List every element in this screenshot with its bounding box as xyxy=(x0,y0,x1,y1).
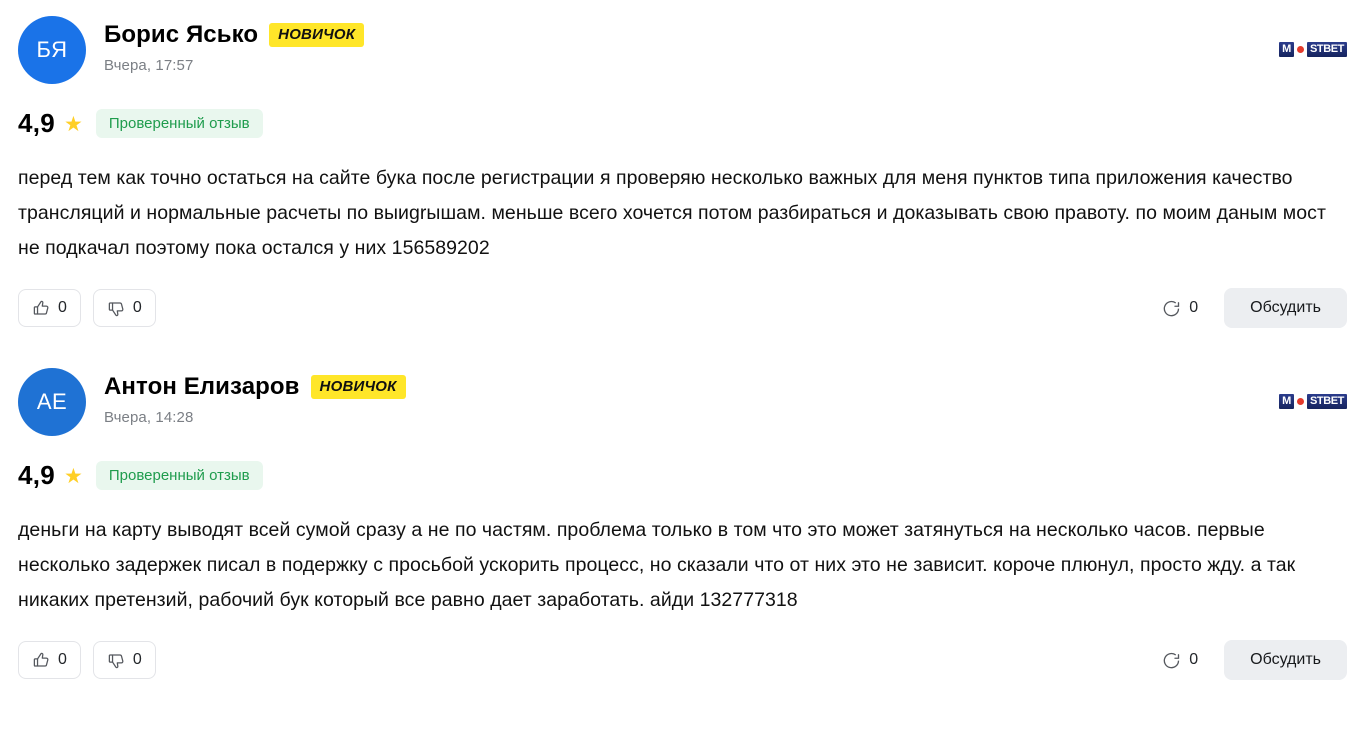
thumbs-down-icon xyxy=(107,651,126,670)
review-text: перед тем как точно остаться на сайте бука после регистрации я проверяю несколько важных для меня пунктов типа приложения качество трансляций и нормальные расчеты по выиgrышам. меньше всего хочется потом разбираться и доказывать свою правоту. по моим даным мост не подкачал поэтому пока остался у них 156589202 xyxy=(18,167,1326,259)
review-right-actions xyxy=(1161,640,1347,680)
brand-logo-part1: M xyxy=(1279,42,1294,57)
discuss-button[interactable]: Обсудить xyxy=(1224,288,1347,328)
review-header xyxy=(18,16,1347,86)
comment-bubble-icon xyxy=(1161,651,1180,670)
rating-value: 4,9 xyxy=(18,460,56,490)
comments-counter[interactable] xyxy=(1161,299,1198,318)
comment-count: 0 xyxy=(1189,651,1199,668)
review-header xyxy=(18,368,1347,438)
review-card xyxy=(0,328,1365,680)
rating-value: 4,9 xyxy=(18,108,56,138)
author-block xyxy=(104,16,364,74)
thumbs-up-icon xyxy=(32,651,51,670)
review-right-actions xyxy=(1161,288,1347,328)
brand-logo xyxy=(1279,394,1347,409)
brand-logo-dot-icon xyxy=(1297,398,1304,405)
avatar: БЯ xyxy=(18,16,86,84)
review-timestamp: Вчера, 14:28 xyxy=(104,409,194,427)
verified-badge: Проверенный отзыв xyxy=(96,109,263,138)
brand-logo-part2: STBET xyxy=(1307,42,1347,57)
brand-logo xyxy=(1279,42,1347,57)
like-button[interactable] xyxy=(18,289,81,327)
status-badge: НОВИЧОК xyxy=(269,23,364,47)
brand-logo-part2: STBET xyxy=(1307,394,1347,409)
status-badge: НОВИЧОК xyxy=(311,375,406,399)
author-row xyxy=(104,22,364,48)
rating-row xyxy=(18,108,1347,139)
author-name[interactable]: Борис Ясько xyxy=(104,21,259,48)
author-name[interactable]: Антон Елизаров xyxy=(104,373,300,400)
star-icon: ★ xyxy=(64,113,83,136)
dislike-count: 0 xyxy=(132,651,142,668)
review-card xyxy=(0,0,1365,328)
thumbs-down-icon xyxy=(107,299,126,318)
review-text: деньги на карту выводят всей сумой сразу а не по частям. проблема только в том что это может затянуться на несколько часов. первые несколько задержек писал в подержку с просьбой ускорить процесс, но сказали что от них это не зависит. короче плюнул, просто жду. а так никаких претензий, рабочий бук который все равно дает заработать. айди 132777318 xyxy=(18,519,1296,611)
star-icon: ★ xyxy=(64,465,83,488)
comment-bubble-icon xyxy=(1161,299,1180,318)
thumbs-up-icon xyxy=(32,299,51,318)
dislike-count: 0 xyxy=(132,299,142,316)
discuss-button[interactable]: Обсудить xyxy=(1224,640,1347,680)
comments-counter[interactable] xyxy=(1161,651,1198,670)
review-actions xyxy=(18,288,1347,328)
dislike-button[interactable] xyxy=(93,641,156,679)
like-count: 0 xyxy=(58,651,67,668)
comment-count: 0 xyxy=(1189,299,1199,316)
rating-row xyxy=(18,460,1347,491)
author-row xyxy=(104,374,406,400)
dislike-button[interactable] xyxy=(93,289,156,327)
author-block xyxy=(104,368,406,426)
brand-logo-part1: M xyxy=(1279,394,1294,409)
like-count: 0 xyxy=(58,299,67,316)
verified-badge: Проверенный отзыв xyxy=(96,461,263,490)
brand-logo-dot-icon xyxy=(1297,46,1304,53)
like-button[interactable] xyxy=(18,641,81,679)
review-actions xyxy=(18,640,1347,680)
avatar: АЕ xyxy=(18,368,86,436)
review-timestamp: Вчера, 17:57 xyxy=(104,57,194,75)
